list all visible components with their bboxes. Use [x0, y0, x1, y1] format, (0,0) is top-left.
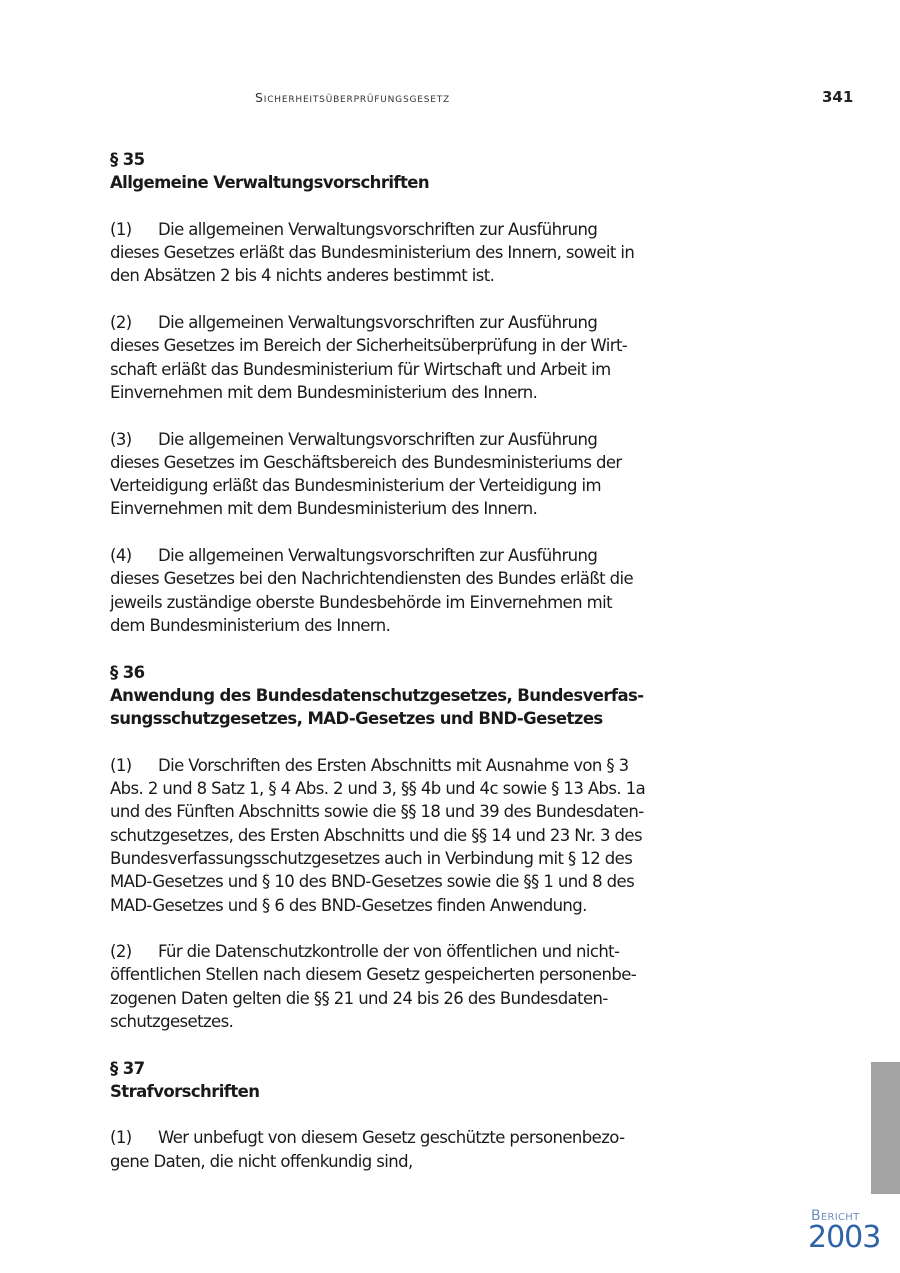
paragraph-text: Für die Datenschutzkontrolle der von öffentlichen und nicht- öffentlichen Stellen nach diesem Gesetz gespeicherten personenbe- zogenen Daten gelten die §§ 21 und 24 bis 26 des Bundesdaten- schutzgesetzes. [110, 942, 637, 1031]
paragraph-text: Die Vorschriften des Ersten Abschnitts mit Ausnahme von § 3 Abs. 2 und 8 Satz 1, § 4 Abs. 2 und 3, §§ 4b und 4c sowie § 13 Abs. 1a und des Fünften Abschnitts sowie die §§ 18 und 39 des Bundesdaten- schutzgesetzes, des Ersten Abschnitts und die §§ 14 und 23 Nr. 3 des Bundesverfassungsschutzgesetzes auch in Verbindung mit § 12 des MAD-Gesetzes und § 10 des BND-Gesetzes sowie die §§ 1 und 8 des MAD-Gesetzes und § 6 des BND-Gesetzes finden Anwendung. [110, 755, 646, 915]
paragraph-number: (4) [110, 546, 132, 566]
paragraph-number: (3) [110, 429, 132, 449]
report-year: 2003 [808, 1220, 881, 1255]
paragraph [110, 940, 670, 1033]
paragraph [110, 754, 670, 917]
paragraph-number: (1) [110, 755, 132, 775]
paragraph-number: (1) [110, 219, 132, 239]
section-number: § 37 [110, 1058, 145, 1078]
side-tab-marker [871, 1062, 900, 1194]
section-title: Strafvorschriften [110, 1081, 260, 1101]
section-number: § 36 [110, 662, 145, 682]
paragraph-text: Die allgemeinen Verwaltungsvorschriften zur Ausführung dieses Gesetzes im Geschäftsbereich des Bundesministeriums der Verteidigung erläßt das Bundesministerium der Verteidigung im Einvernehmen mit dem Bundesministerium des Innern. [110, 429, 622, 519]
paragraph-number: (2) [110, 942, 132, 962]
paragraph [110, 428, 670, 521]
paragraph-text: Die allgemeinen Verwaltungsvorschriften zur Ausführung dieses Gesetzes im Bereich der Sicherheitsüberprüfung in der Wirt- schaft erläßt das Bundesministerium für Wirtschaft und Arbeit im Einvernehmen mit dem Bundesministerium des Innern. [110, 313, 628, 402]
paragraph [110, 218, 670, 288]
paragraph-number: (2) [110, 313, 132, 333]
section-35 [110, 148, 670, 637]
section-37 [110, 1057, 670, 1173]
section-36 [110, 661, 670, 1034]
page-number: 341 [822, 88, 854, 106]
paragraph-text: Die allgemeinen Verwaltungsvorschriften zur Ausführung dieses Gesetzes bei den Nachrichtendiensten des Bundes erläßt die jeweils zuständige oberste Bundesbehörde im Einvernehmen mit dem Bundesministerium des Innern. [110, 546, 634, 635]
document-body [110, 148, 670, 1173]
paragraph-number: (1) [110, 1128, 132, 1148]
paragraph [110, 1126, 670, 1173]
running-header-title: Sicherheitsüberprüfungsgesetz [255, 90, 450, 105]
paragraph-text: Die allgemeinen Verwaltungsvorschriften zur Ausführung dieses Gesetzes erläßt das Bundesministerium des Innern, soweit in den Absätzen 2 bis 4 nichts anderes bestimmt ist. [110, 219, 635, 286]
section-title: Anwendung des Bundesdatenschutzgesetzes, Bundesverfas- sungsschutzgesetzes, MAD-Gesetzes und BND-Gesetzes [110, 685, 644, 729]
paragraph [110, 311, 670, 404]
report-label: Bericht [811, 1208, 860, 1224]
section-number: § 35 [110, 150, 145, 169]
paragraph [110, 544, 670, 637]
paragraph-text: Wer unbefugt von diesem Gesetz geschützte personenbezo- gene Daten, die nicht offenkundig sind, [110, 1128, 625, 1171]
section-title: Allgemeine Verwaltungsvorschriften [110, 173, 430, 193]
